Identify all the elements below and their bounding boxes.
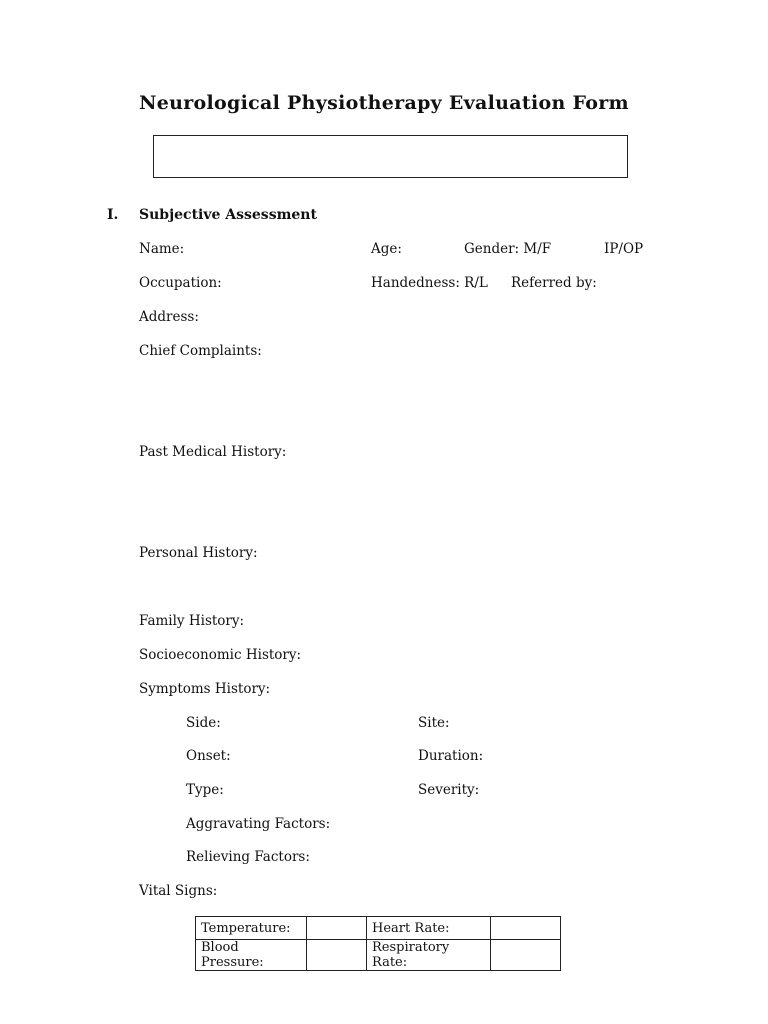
past-medical-history-label: Past Medical History: (139, 444, 287, 460)
address-label: Address: (139, 309, 199, 325)
name-label: Name: (139, 241, 185, 257)
section-number: I. (107, 207, 119, 223)
site-label: Site: (418, 715, 450, 731)
family-history-label: Family History: (139, 613, 245, 629)
duration-label: Duration: (418, 748, 484, 764)
personal-history-label: Personal History: (139, 545, 258, 561)
symptoms-history-label: Symptoms History: (139, 681, 271, 697)
age-label: Age: (371, 241, 402, 257)
heart-rate-value-cell[interactable] (491, 917, 561, 940)
title-entry-box[interactable] (153, 135, 628, 178)
gender-label: Gender: M/F (464, 241, 552, 257)
vital-signs-table (195, 916, 561, 971)
vital-signs-label: Vital Signs: (139, 883, 218, 899)
handedness-label: Handedness: R/L (371, 275, 488, 291)
referred-by-label: Referred by: (511, 275, 597, 291)
section-title: Subjective Assessment (139, 207, 317, 223)
blood-pressure-value-cell[interactable] (307, 940, 367, 971)
ipop-label: IP/OP (604, 241, 644, 257)
type-label: Type: (186, 782, 224, 798)
socioeconomic-history-label: Socioeconomic History: (139, 647, 302, 663)
aggravating-factors-label: Aggravating Factors: (186, 816, 331, 832)
form-title: Neurological Physiotherapy Evaluation Form (139, 92, 629, 114)
respiratory-rate-label: Respiratory Rate: (367, 940, 491, 971)
chief-complaints-label: Chief Complaints: (139, 343, 262, 359)
blood-pressure-label: Blood Pressure: (196, 940, 307, 971)
relieving-factors-label: Relieving Factors: (186, 849, 310, 865)
heart-rate-label: Heart Rate: (367, 917, 491, 940)
table-row (196, 940, 561, 971)
respiratory-rate-value-cell[interactable] (491, 940, 561, 971)
onset-label: Onset: (186, 748, 231, 764)
side-label: Side: (186, 715, 221, 731)
table-row (196, 917, 561, 940)
occupation-label: Occupation: (139, 275, 222, 291)
temperature-label: Temperature: (196, 917, 307, 940)
temperature-value-cell[interactable] (307, 917, 367, 940)
severity-label: Severity: (418, 782, 480, 798)
